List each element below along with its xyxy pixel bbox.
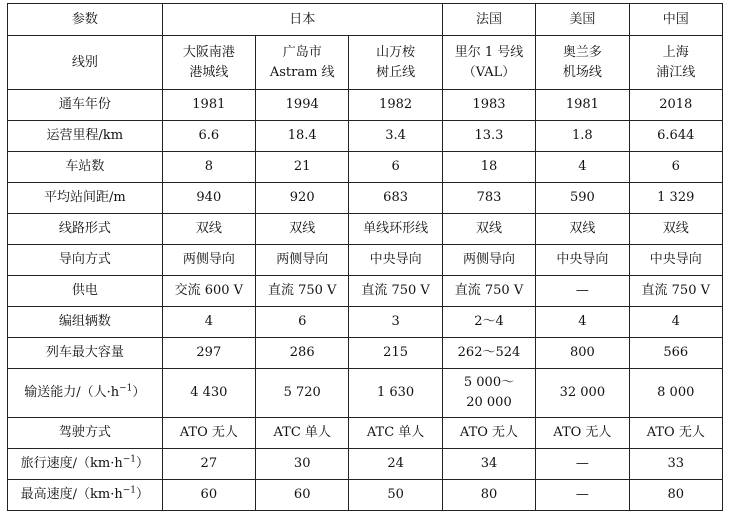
table-cell: 1983 — [442, 90, 535, 121]
country-header-china: 中国 — [629, 4, 722, 36]
table-cell: 2018 — [629, 90, 722, 121]
table-cell: 297 — [162, 338, 255, 369]
line-name-cell — [536, 36, 629, 90]
table-cell: 80 — [629, 480, 722, 511]
table-row — [8, 121, 723, 152]
table-cell: — — [536, 480, 629, 511]
line-name-row — [8, 36, 723, 90]
table-row — [8, 418, 723, 449]
table-row — [8, 214, 723, 245]
table-cell: 920 — [256, 183, 349, 214]
line-name-cell — [256, 36, 349, 90]
table-row — [8, 276, 723, 307]
line-name-part: 树丘线 — [376, 64, 416, 80]
label-text: ） — [136, 456, 150, 471]
table-cell: 中央导向 — [536, 245, 629, 276]
table-cell: 1981 — [536, 90, 629, 121]
row-label: 导向方式 — [8, 245, 163, 276]
table-cell: 13.3 — [442, 121, 535, 152]
line-name-part: （VAL） — [462, 64, 516, 80]
cell-part: 5 000～ — [463, 375, 515, 390]
table-cell: 4 — [536, 307, 629, 338]
table-cell: 8 — [162, 152, 255, 183]
country-header-usa: 美国 — [536, 4, 629, 36]
country-header-japan: 日本 — [162, 4, 442, 36]
table-cell: 6 — [349, 152, 442, 183]
table-row — [8, 90, 723, 121]
row-label: 线路形式 — [8, 214, 163, 245]
table-cell: 1 630 — [349, 369, 442, 418]
country-header-france: 法国 — [442, 4, 535, 36]
line-name-part: 浦江线 — [656, 64, 696, 80]
table-cell: 1 329 — [629, 183, 722, 214]
line-name-part: Astram 线 — [269, 64, 335, 80]
table-cell: 中央导向 — [349, 245, 442, 276]
table-cell: 4 — [629, 307, 722, 338]
table-cell: 5 720 — [256, 369, 349, 418]
table-row — [8, 338, 723, 369]
table-cell: 6 — [629, 152, 722, 183]
line-name-part: 广岛市 — [282, 44, 322, 60]
cell-part: 20 000 — [466, 395, 512, 410]
table-cell: 6.6 — [162, 121, 255, 152]
table-cell: 直流 750 V — [256, 276, 349, 307]
table-cell: 783 — [442, 183, 535, 214]
row-label: 编组辆数 — [8, 307, 163, 338]
table-cell: 4 430 — [162, 369, 255, 418]
table-cell: — — [536, 276, 629, 307]
table-cell: 18 — [442, 152, 535, 183]
table-cell: 单线环形线 — [349, 214, 442, 245]
row-label: 平均站间距/m — [8, 183, 163, 214]
table-cell: ATO 无人 — [162, 418, 255, 449]
table-cell: 683 — [349, 183, 442, 214]
row-label: 列车最大容量 — [8, 338, 163, 369]
row-label: 运营里程/km — [8, 121, 163, 152]
table-cell: 直流 750 V — [442, 276, 535, 307]
table-cell: 8 000 — [629, 369, 722, 418]
table-cell: 18.4 — [256, 121, 349, 152]
label-superscript: −1 — [122, 485, 136, 496]
table-cell: ATO 无人 — [536, 418, 629, 449]
row-label: 车站数 — [8, 152, 163, 183]
table-cell — [442, 369, 535, 418]
label-text: 输送能力/（人·h — [24, 385, 120, 400]
table-cell: 32 000 — [536, 369, 629, 418]
capacity-row — [8, 369, 723, 418]
table-cell: 3.4 — [349, 121, 442, 152]
table-cell: 34 — [442, 449, 535, 480]
line-name-cell — [349, 36, 442, 90]
table-cell: 两侧导向 — [162, 245, 255, 276]
table-cell: 940 — [162, 183, 255, 214]
table-cell: ATO 无人 — [629, 418, 722, 449]
row-label — [8, 369, 163, 418]
line-name-part: 里尔 1 号线 — [454, 44, 524, 60]
table-cell: 30 — [256, 449, 349, 480]
table-cell: 262～524 — [442, 338, 535, 369]
line-name-part: 机场线 — [562, 64, 602, 80]
table-cell: 两侧导向 — [442, 245, 535, 276]
label-text: 最高速度/（km·h — [20, 487, 123, 502]
line-name-cell — [629, 36, 722, 90]
table-cell: 4 — [162, 307, 255, 338]
table-cell: 两侧导向 — [256, 245, 349, 276]
row-label — [8, 449, 163, 480]
row-label: 驾驶方式 — [8, 418, 163, 449]
row-label — [8, 480, 163, 511]
table-cell: 1982 — [349, 90, 442, 121]
row-label: 供电 — [8, 276, 163, 307]
line-name-part: 港城线 — [189, 64, 229, 80]
line-name-part: 大阪南港 — [182, 44, 235, 60]
table-cell: ATC 单人 — [349, 418, 442, 449]
header-row — [8, 4, 723, 36]
table-cell: 60 — [162, 480, 255, 511]
table-cell: — — [536, 449, 629, 480]
table-cell: 2～4 — [442, 307, 535, 338]
row-label: 线别 — [8, 36, 163, 90]
table-row — [8, 480, 723, 511]
comparison-table — [7, 3, 723, 511]
label-superscript: −1 — [119, 383, 133, 394]
table-cell: 50 — [349, 480, 442, 511]
table-cell: 21 — [256, 152, 349, 183]
table-cell: 800 — [536, 338, 629, 369]
label-text: ） — [136, 487, 150, 502]
table-cell: 6 — [256, 307, 349, 338]
table-cell: 60 — [256, 480, 349, 511]
table-cell: ATO 无人 — [442, 418, 535, 449]
table-cell: 3 — [349, 307, 442, 338]
table-row — [8, 449, 723, 480]
line-name-cell — [442, 36, 535, 90]
table-cell: 交流 600 V — [162, 276, 255, 307]
table-cell: 双线 — [162, 214, 255, 245]
label-text: ） — [132, 385, 146, 400]
table-cell: ATC 单人 — [256, 418, 349, 449]
table-cell: 4 — [536, 152, 629, 183]
table-row — [8, 307, 723, 338]
table-cell: 双线 — [442, 214, 535, 245]
table-cell: 双线 — [536, 214, 629, 245]
line-name-cell — [162, 36, 255, 90]
table-cell: 直流 750 V — [349, 276, 442, 307]
table-cell: 80 — [442, 480, 535, 511]
param-header: 参数 — [8, 4, 163, 36]
row-label: 通车年份 — [8, 90, 163, 121]
table-cell: 中央导向 — [629, 245, 722, 276]
table-cell: 286 — [256, 338, 349, 369]
table-cell: 直流 750 V — [629, 276, 722, 307]
table-cell: 1994 — [256, 90, 349, 121]
table-cell: 24 — [349, 449, 442, 480]
table-row — [8, 183, 723, 214]
line-name-part: 山万桉 — [376, 44, 416, 60]
table-cell: 566 — [629, 338, 722, 369]
table-cell: 215 — [349, 338, 442, 369]
table-cell: 1981 — [162, 90, 255, 121]
label-text: 旅行速度/（km·h — [20, 456, 123, 471]
table-row — [8, 245, 723, 276]
table-cell: 1.8 — [536, 121, 629, 152]
table-cell: 双线 — [629, 214, 722, 245]
line-name-part: 上海 — [662, 44, 689, 60]
label-superscript: −1 — [122, 454, 136, 465]
table-row — [8, 152, 723, 183]
table-cell: 双线 — [256, 214, 349, 245]
table-cell: 33 — [629, 449, 722, 480]
table-cell: 27 — [162, 449, 255, 480]
line-name-part: 奥兰多 — [562, 44, 602, 60]
table-cell: 6.644 — [629, 121, 722, 152]
table-cell: 590 — [536, 183, 629, 214]
